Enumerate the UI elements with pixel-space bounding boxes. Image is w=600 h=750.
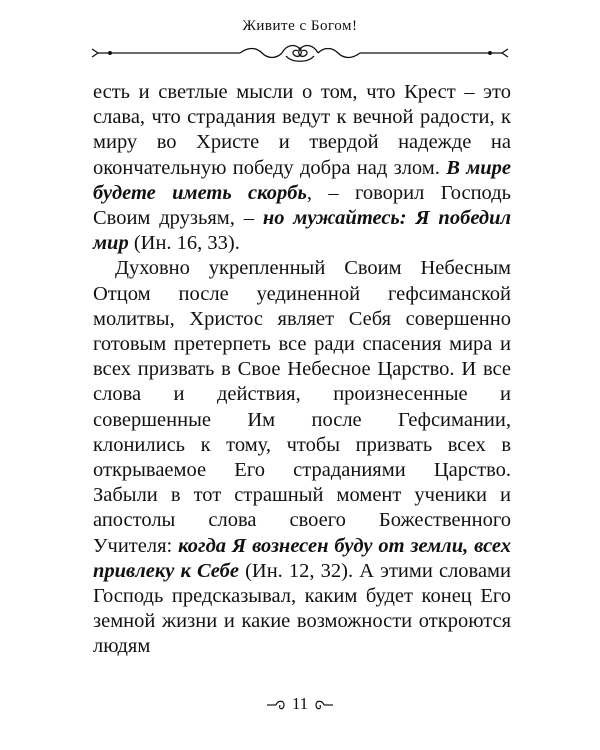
paragraph-1-text-1: есть и светлые мысли о том, что Крест – это слава, что страдания ведут к вечной радости, к миру во Христе и твердой надежде на окончательную победу добра над злом. bbox=[93, 81, 511, 179]
scripture-quote: когда Я вознесен буду от земли, всех привлеку к Себе bbox=[93, 534, 511, 582]
scripture-quote: но мужайтесь: Я победил мир bbox=[93, 207, 511, 255]
paragraph-2 bbox=[93, 256, 511, 659]
folio-ornament-right bbox=[312, 698, 334, 712]
paragraph-2-text-2: (Ин. 12, 32). А этими словами Господь предсказывал, каким будет конец Его земной жизни и какие возможности откроются людям bbox=[93, 559, 511, 658]
folio-ornament-left bbox=[266, 698, 288, 712]
scripture-reference: (Ин. 16, 33). bbox=[128, 232, 240, 255]
paragraph-2-text-1: Духовно укрепленный Своим Небесным Отцом после уединенной гефсиманской молитвы, Христос являет Себя совершенно готовым претерпеть все ради спасения мира и всех призвать в Свое Небесное Царство. И все слова и действия, произнесенные и совершенные Им после Гефсимании, клонились к тому, чтобы призвать всех в открываемое Его страданиями Царство. Забыли в тот страшный момент ученики и апостолы слова своего Божественного Учителя: bbox=[93, 257, 511, 557]
paragraph-1 bbox=[93, 80, 511, 256]
page-footer bbox=[0, 694, 600, 714]
scripture-quote: В мире будете иметь скорбь bbox=[93, 156, 511, 204]
page-number: 11 bbox=[291, 694, 309, 713]
header-ornament bbox=[90, 40, 510, 66]
body-text bbox=[93, 80, 511, 660]
running-head: Живите с Богом! bbox=[242, 18, 358, 34]
paragraph-1-text-2: , – говорил Господь Своим друзьям, – bbox=[93, 181, 511, 230]
